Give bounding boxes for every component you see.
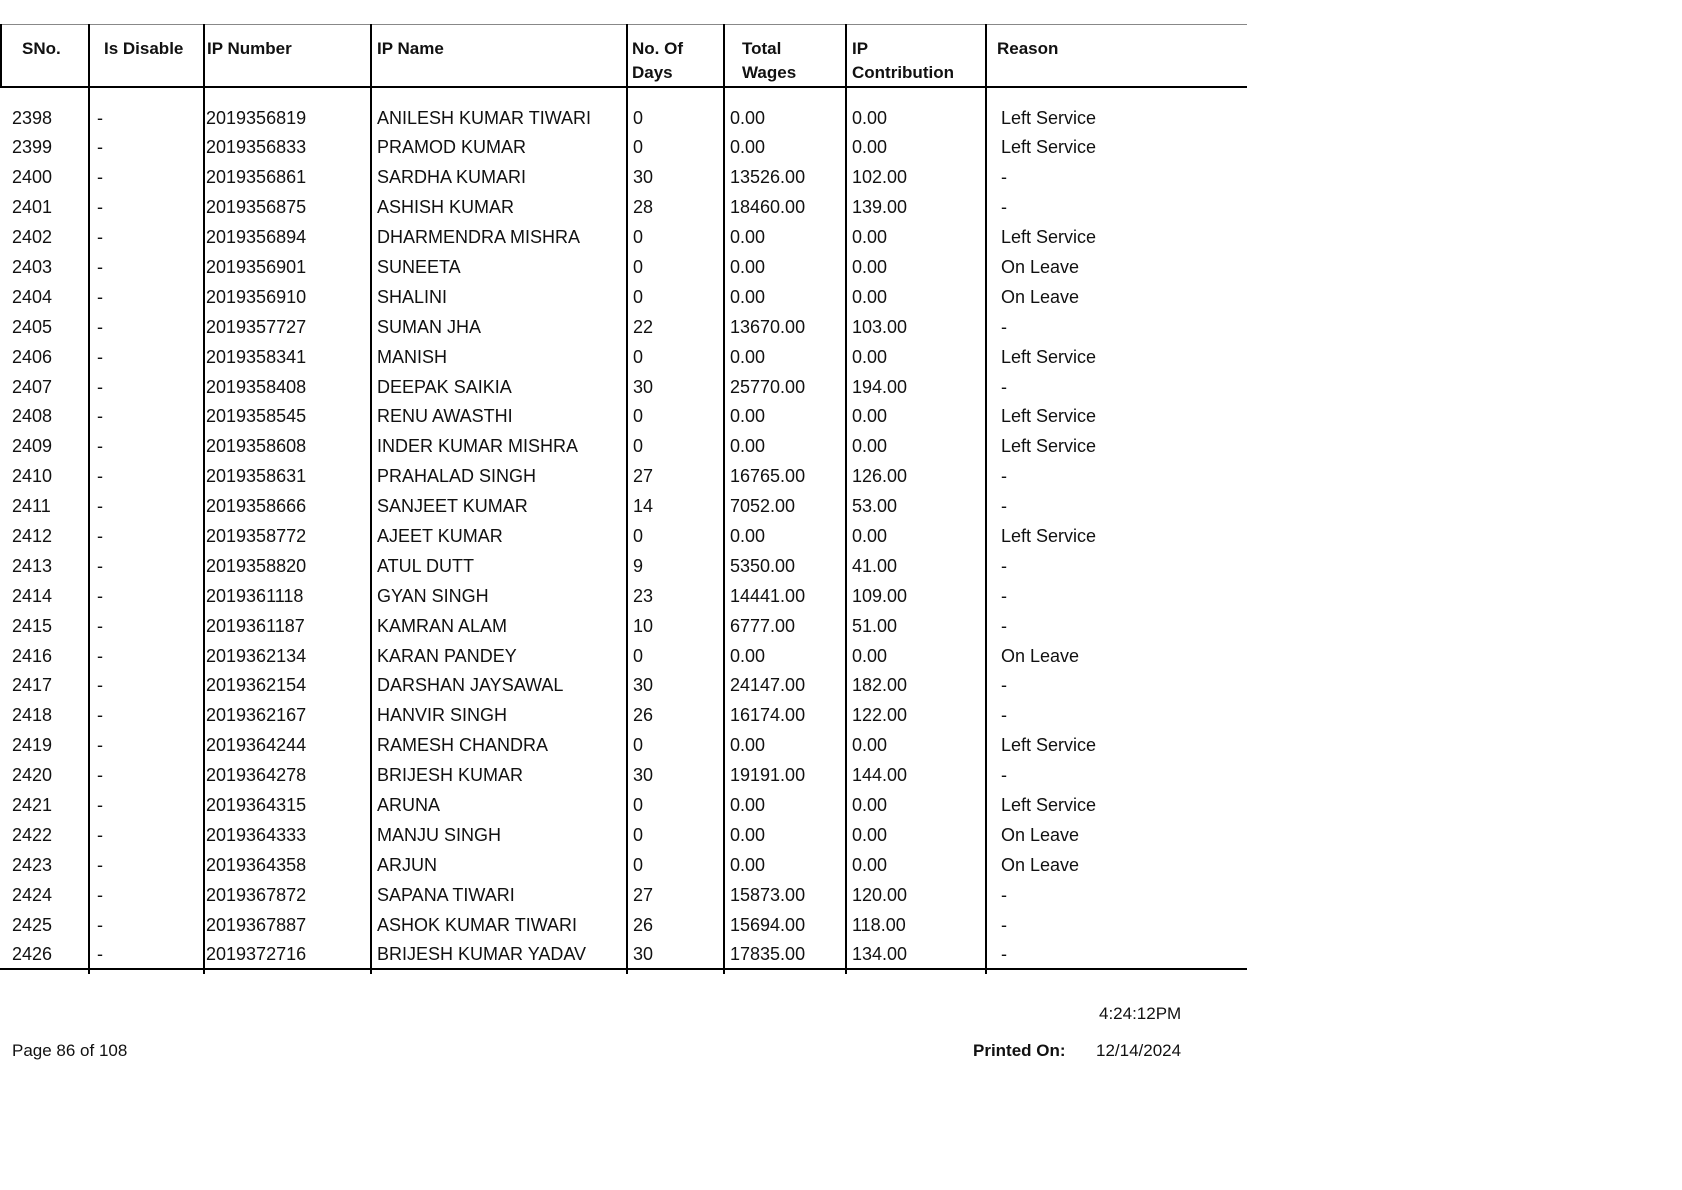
cell-ip-contribution: 0.00: [852, 107, 888, 128]
table-row: [0, 642, 1247, 672]
cell-total-wages: 13526.00: [730, 167, 806, 188]
cell-reason: Left Service: [1001, 794, 1097, 815]
column-divider: [723, 24, 725, 88]
cell-total-wages: 0.00: [730, 525, 766, 546]
table-row: [0, 253, 1247, 283]
cell-sno: 2402: [12, 227, 53, 248]
cell-ip-number: 2019356910: [206, 286, 307, 307]
table-row: [0, 313, 1247, 343]
cell-is-disable: -: [97, 854, 103, 875]
cell-sno: 2415: [12, 615, 53, 636]
cell-ip-contribution: 0.00: [852, 436, 888, 457]
cell-no-of-days: 0: [633, 824, 644, 845]
cell-no-of-days: 0: [633, 854, 644, 875]
cell-total-wages: 0.00: [730, 286, 766, 307]
cell-ip-contribution: 0.00: [852, 227, 888, 248]
cell-no-of-days: 14: [633, 496, 654, 517]
cell-ip-number: 2019364333: [206, 824, 307, 845]
cell-is-disable: -: [97, 316, 103, 337]
cell-is-disable: -: [97, 615, 103, 636]
table-row: [0, 373, 1247, 403]
cell-is-disable: -: [97, 585, 103, 606]
cell-sno: 2405: [12, 316, 53, 337]
cell-no-of-days: 22: [633, 316, 654, 337]
cell-total-wages: 18460.00: [730, 197, 806, 218]
cell-ip-name: BRIJESH KUMAR: [377, 765, 524, 786]
table-row: [0, 223, 1247, 253]
cell-ip-contribution: 182.00: [852, 675, 908, 696]
cell-sno: 2425: [12, 914, 53, 935]
cell-is-disable: -: [97, 256, 103, 277]
cell-ip-name: ARJUN: [377, 854, 438, 875]
cell-ip-contribution: 0.00: [852, 824, 888, 845]
cell-reason: -: [1001, 376, 1007, 397]
cell-ip-contribution: 0.00: [852, 286, 888, 307]
cell-ip-name: BRIJESH KUMAR YADAV: [377, 944, 587, 965]
cell-reason: Left Service: [1001, 406, 1097, 427]
column-divider: [626, 24, 628, 88]
cell-sno: 2417: [12, 675, 53, 696]
table-row: [0, 552, 1247, 582]
cell-ip-number: 2019357727: [206, 316, 307, 337]
table-row: [0, 612, 1247, 642]
cell-ip-number: 2019356901: [206, 256, 307, 277]
cell-ip-contribution: 41.00: [852, 555, 898, 576]
cell-sno: 2413: [12, 555, 53, 576]
cell-is-disable: -: [97, 227, 103, 248]
cell-total-wages: 25770.00: [730, 376, 806, 397]
cell-no-of-days: 0: [633, 256, 644, 277]
cell-total-wages: 24147.00: [730, 675, 806, 696]
cell-ip-name: ASHISH KUMAR: [377, 197, 515, 218]
cell-is-disable: -: [97, 824, 103, 845]
cell-total-wages: 0.00: [730, 107, 766, 128]
cell-ip-number: 2019358631: [206, 466, 307, 487]
cell-ip-number: 2019364244: [206, 735, 307, 756]
cell-ip-contribution: 120.00: [852, 884, 908, 905]
cell-no-of-days: 23: [633, 585, 654, 606]
cell-is-disable: -: [97, 884, 103, 905]
cell-ip-number: 2019358666: [206, 496, 307, 517]
cell-total-wages: 6777.00: [730, 615, 796, 636]
cell-ip-name: HANVIR SINGH: [377, 705, 508, 726]
cell-no-of-days: 0: [633, 735, 644, 756]
cell-reason: Left Service: [1001, 107, 1097, 128]
cell-is-disable: -: [97, 376, 103, 397]
cell-ip-name: GYAN SINGH: [377, 585, 489, 606]
table-top-rule: [0, 24, 1247, 25]
cell-reason: -: [1001, 167, 1007, 188]
cell-ip-contribution: 0.00: [852, 645, 888, 666]
cell-ip-name: RENU AWASTHI: [377, 406, 513, 427]
cell-ip-number: 2019356861: [206, 167, 307, 188]
cell-ip-name: SANJEET KUMAR: [377, 496, 528, 517]
cell-ip-number: 2019364278: [206, 765, 307, 786]
header-ip-contribution: IP Contribution: [852, 39, 954, 82]
cell-is-disable: -: [97, 735, 103, 756]
cell-ip-name: SAPANA TIWARI: [377, 884, 515, 905]
table-row: [0, 731, 1247, 761]
cell-ip-contribution: 0.00: [852, 735, 888, 756]
cell-no-of-days: 0: [633, 436, 644, 457]
cell-total-wages: 0.00: [730, 645, 766, 666]
cell-ip-contribution: 0.00: [852, 794, 888, 815]
cell-reason: -: [1001, 705, 1007, 726]
cell-ip-contribution: 0.00: [852, 346, 888, 367]
cell-sno: 2410: [12, 466, 53, 487]
header-reason: Reason: [997, 39, 1059, 58]
cell-is-disable: -: [97, 466, 103, 487]
cell-no-of-days: 0: [633, 645, 644, 666]
header-is-disable: Is Disable: [104, 39, 184, 58]
header-total-wages: Total Wages: [742, 39, 797, 82]
cell-sno: 2411: [12, 496, 51, 517]
cell-ip-name: INDER KUMAR MISHRA: [377, 436, 579, 457]
column-divider: [845, 24, 847, 88]
table-row: [0, 432, 1247, 462]
cell-ip-name: SARDHA KUMARI: [377, 167, 527, 188]
cell-ip-contribution: 53.00: [852, 496, 898, 517]
cell-ip-number: 2019367887: [206, 914, 307, 935]
cell-no-of-days: 0: [633, 286, 644, 307]
table-row: [0, 104, 1247, 134]
cell-total-wages: 0.00: [730, 735, 766, 756]
table-row: [0, 701, 1247, 731]
cell-is-disable: -: [97, 645, 103, 666]
cell-no-of-days: 30: [633, 675, 654, 696]
cell-ip-name: RAMESH CHANDRA: [377, 735, 549, 756]
column-divider: [203, 24, 205, 88]
cell-ip-contribution: 102.00: [852, 167, 908, 188]
cell-reason: Left Service: [1001, 525, 1097, 546]
cell-ip-number: 2019361118: [206, 585, 304, 606]
cell-reason: Left Service: [1001, 735, 1097, 756]
cell-no-of-days: 0: [633, 137, 644, 158]
cell-reason: On Leave: [1001, 824, 1080, 845]
cell-reason: -: [1001, 914, 1007, 935]
cell-ip-contribution: 103.00: [852, 316, 908, 337]
cell-total-wages: 0.00: [730, 436, 766, 457]
cell-reason: -: [1001, 884, 1007, 905]
table-row: [0, 402, 1247, 432]
cell-reason: On Leave: [1001, 286, 1080, 307]
table-row: [0, 940, 1247, 970]
table-row: [0, 582, 1247, 612]
cell-ip-number: 2019358341: [206, 346, 307, 367]
table-row: [0, 881, 1247, 911]
cell-is-disable: -: [97, 436, 103, 457]
table-row: [0, 671, 1247, 701]
cell-ip-contribution: 0.00: [852, 256, 888, 277]
cell-ip-number: 2019358820: [206, 555, 307, 576]
cell-is-disable: -: [97, 107, 103, 128]
cell-ip-contribution: 134.00: [852, 944, 908, 965]
cell-reason: -: [1001, 197, 1007, 218]
cell-total-wages: 0.00: [730, 794, 766, 815]
cell-is-disable: -: [97, 705, 103, 726]
cell-sno: 2399: [12, 137, 53, 158]
cell-total-wages: 16765.00: [730, 466, 806, 487]
cell-sno: 2409: [12, 436, 53, 457]
table-row: [0, 163, 1247, 193]
header-ip-number: IP Number: [207, 39, 292, 58]
cell-sno: 2412: [12, 525, 53, 546]
cell-ip-contribution: 122.00: [852, 705, 908, 726]
cell-is-disable: -: [97, 944, 103, 965]
cell-reason: Left Service: [1001, 137, 1097, 158]
cell-total-wages: 19191.00: [730, 765, 806, 786]
cell-reason: -: [1001, 496, 1007, 517]
column-divider: [88, 24, 90, 88]
cell-sno: 2418: [12, 705, 53, 726]
cell-ip-name: DEEPAK SAIKIA: [377, 376, 512, 397]
cell-total-wages: 0.00: [730, 227, 766, 248]
cell-ip-contribution: 0.00: [852, 406, 888, 427]
cell-sno: 2407: [12, 376, 53, 397]
cell-ip-number: 2019358545: [206, 406, 307, 427]
cell-ip-number: 2019362167: [206, 705, 307, 726]
cell-sno: 2416: [12, 645, 53, 666]
cell-no-of-days: 10: [633, 615, 654, 636]
cell-ip-name: PRAHALAD SINGH: [377, 466, 537, 487]
cell-no-of-days: 28: [633, 197, 654, 218]
cell-total-wages: 15694.00: [730, 914, 806, 935]
cell-ip-contribution: 144.00: [852, 765, 908, 786]
cell-reason: Left Service: [1001, 436, 1097, 457]
column-divider: [370, 24, 372, 88]
cell-ip-number: 2019372716: [206, 944, 307, 965]
cell-is-disable: -: [97, 675, 103, 696]
table-row: [0, 462, 1247, 492]
cell-ip-contribution: 118.00: [852, 914, 906, 935]
cell-ip-name: ANILESH KUMAR TIWARI: [377, 107, 592, 128]
table-row: [0, 133, 1247, 163]
cell-no-of-days: 30: [633, 944, 654, 965]
cell-reason: On Leave: [1001, 645, 1080, 666]
cell-reason: On Leave: [1001, 854, 1080, 875]
table-row: [0, 522, 1247, 552]
table-row: [0, 791, 1247, 821]
cell-ip-contribution: 194.00: [852, 376, 908, 397]
table-row: [0, 492, 1247, 522]
cell-no-of-days: 0: [633, 794, 644, 815]
cell-is-disable: -: [97, 346, 103, 367]
cell-ip-contribution: 0.00: [852, 854, 888, 875]
cell-is-disable: -: [97, 286, 103, 307]
cell-ip-number: 2019356819: [206, 107, 307, 128]
cell-is-disable: -: [97, 794, 103, 815]
cell-total-wages: 0.00: [730, 137, 766, 158]
cell-ip-name: KARAN PANDEY: [377, 645, 517, 666]
cell-is-disable: -: [97, 197, 103, 218]
cell-sno: 2420: [12, 765, 53, 786]
cell-ip-number: 2019364315: [206, 794, 307, 815]
cell-ip-name: ATUL DUTT: [377, 555, 474, 576]
cell-reason: -: [1001, 944, 1007, 965]
table-row: [0, 761, 1247, 791]
cell-total-wages: 15873.00: [730, 884, 806, 905]
cell-sno: 2408: [12, 406, 53, 427]
cell-total-wages: 0.00: [730, 406, 766, 427]
cell-ip-contribution: 0.00: [852, 137, 888, 158]
cell-reason: -: [1001, 555, 1007, 576]
cell-ip-name: SUNEETA: [377, 256, 461, 277]
cell-no-of-days: 0: [633, 346, 644, 367]
cell-ip-number: 2019356894: [206, 227, 307, 248]
cell-sno: 2421: [12, 794, 53, 815]
cell-sno: 2401: [12, 197, 53, 218]
cell-total-wages: 13670.00: [730, 316, 806, 337]
table-row: [0, 343, 1247, 373]
cell-reason: -: [1001, 466, 1007, 487]
printed-on-label: Printed On:: [973, 1041, 1066, 1060]
cell-sno: 2426: [12, 944, 53, 965]
printed-time: 4:24:12PM: [1099, 1004, 1182, 1023]
cell-no-of-days: 30: [633, 376, 654, 397]
cell-ip-number: 2019358608: [206, 436, 307, 457]
cell-is-disable: -: [97, 496, 103, 517]
cell-is-disable: -: [97, 765, 103, 786]
cell-no-of-days: 26: [633, 705, 654, 726]
cell-is-disable: -: [97, 555, 103, 576]
header-bottom-rule: [0, 86, 1247, 88]
cell-ip-name: MANJU SINGH: [377, 824, 502, 845]
column-divider: [0, 24, 2, 88]
cell-ip-contribution: 139.00: [852, 197, 908, 218]
cell-ip-number: 2019362134: [206, 645, 307, 666]
cell-no-of-days: 0: [633, 107, 644, 128]
cell-no-of-days: 30: [633, 167, 654, 188]
cell-total-wages: 0.00: [730, 256, 766, 277]
cell-no-of-days: 27: [633, 466, 654, 487]
cell-ip-name: DARSHAN JAYSAWAL: [377, 675, 564, 696]
cell-is-disable: -: [97, 167, 103, 188]
cell-sno: 2403: [12, 256, 53, 277]
cell-no-of-days: 9: [633, 555, 644, 576]
cell-ip-name: MANISH: [377, 346, 448, 367]
cell-total-wages: 0.00: [730, 346, 766, 367]
cell-total-wages: 5350.00: [730, 555, 796, 576]
cell-sno: 2422: [12, 824, 53, 845]
printed-on-date: 12/14/2024: [1096, 1041, 1182, 1060]
cell-reason: -: [1001, 675, 1007, 696]
cell-sno: 2424: [12, 884, 53, 905]
cell-total-wages: 14441.00: [730, 585, 806, 606]
cell-ip-number: 2019364358: [206, 854, 307, 875]
table-row: [0, 911, 1247, 941]
cell-sno: 2414: [12, 585, 53, 606]
cell-ip-name: DHARMENDRA MISHRA: [377, 227, 581, 248]
cell-total-wages: 7052.00: [730, 496, 796, 517]
column-divider: [985, 24, 987, 88]
cell-no-of-days: 0: [633, 406, 644, 427]
cell-ip-name: AJEET KUMAR: [377, 525, 503, 546]
cell-ip-name: ASHOK KUMAR TIWARI: [377, 914, 578, 935]
table-row: [0, 851, 1247, 881]
page-number: Page 86 of 108: [12, 1041, 128, 1060]
cell-ip-contribution: 0.00: [852, 525, 888, 546]
cell-ip-number: 2019361187: [206, 615, 305, 636]
cell-reason: -: [1001, 316, 1007, 337]
cell-total-wages: 0.00: [730, 854, 766, 875]
table-row: [0, 821, 1247, 851]
cell-total-wages: 0.00: [730, 824, 766, 845]
cell-ip-name: SUMAN JHA: [377, 316, 482, 337]
cell-no-of-days: 0: [633, 227, 644, 248]
header-ip-name: IP Name: [377, 39, 444, 58]
table-row: [0, 283, 1247, 313]
cell-total-wages: 16174.00: [730, 705, 806, 726]
table-row: [0, 193, 1247, 223]
cell-sno: 2419: [12, 735, 53, 756]
cell-no-of-days: 27: [633, 884, 654, 905]
cell-no-of-days: 26: [633, 914, 654, 935]
cell-is-disable: -: [97, 137, 103, 158]
cell-is-disable: -: [97, 406, 103, 427]
cell-ip-name: PRAMOD KUMAR: [377, 137, 527, 158]
table-body: [0, 104, 1247, 971]
cell-reason: -: [1001, 585, 1007, 606]
cell-no-of-days: 30: [633, 765, 654, 786]
cell-is-disable: -: [97, 525, 103, 546]
cell-ip-name: ARUNA: [377, 794, 441, 815]
header-no-of-days: No. Of Days: [632, 39, 683, 82]
cell-ip-contribution: 51.00: [852, 615, 898, 636]
cell-no-of-days: 0: [633, 525, 644, 546]
cell-ip-name: KAMRAN ALAM: [377, 615, 508, 636]
cell-total-wages: 17835.00: [730, 944, 806, 965]
cell-ip-number: 2019358772: [206, 525, 307, 546]
cell-ip-number: 2019356875: [206, 197, 307, 218]
cell-ip-number: 2019362154: [206, 675, 307, 696]
cell-ip-number: 2019358408: [206, 376, 307, 397]
cell-ip-contribution: 109.00: [852, 585, 908, 606]
cell-sno: 2404: [12, 286, 53, 307]
cell-sno: 2423: [12, 854, 53, 875]
cell-sno: 2400: [12, 167, 53, 188]
cell-reason: -: [1001, 615, 1007, 636]
cell-is-disable: -: [97, 914, 103, 935]
cell-ip-name: SHALINI: [377, 286, 448, 307]
cell-sno: 2406: [12, 346, 53, 367]
cell-ip-contribution: 126.00: [852, 466, 908, 487]
cell-reason: Left Service: [1001, 346, 1097, 367]
cell-reason: Left Service: [1001, 227, 1097, 248]
cell-reason: -: [1001, 765, 1007, 786]
cell-sno: 2398: [12, 107, 53, 128]
cell-ip-number: 2019356833: [206, 137, 307, 158]
cell-ip-number: 2019367872: [206, 884, 307, 905]
cell-reason: On Leave: [1001, 256, 1080, 277]
header-sno: SNo.: [22, 39, 61, 58]
